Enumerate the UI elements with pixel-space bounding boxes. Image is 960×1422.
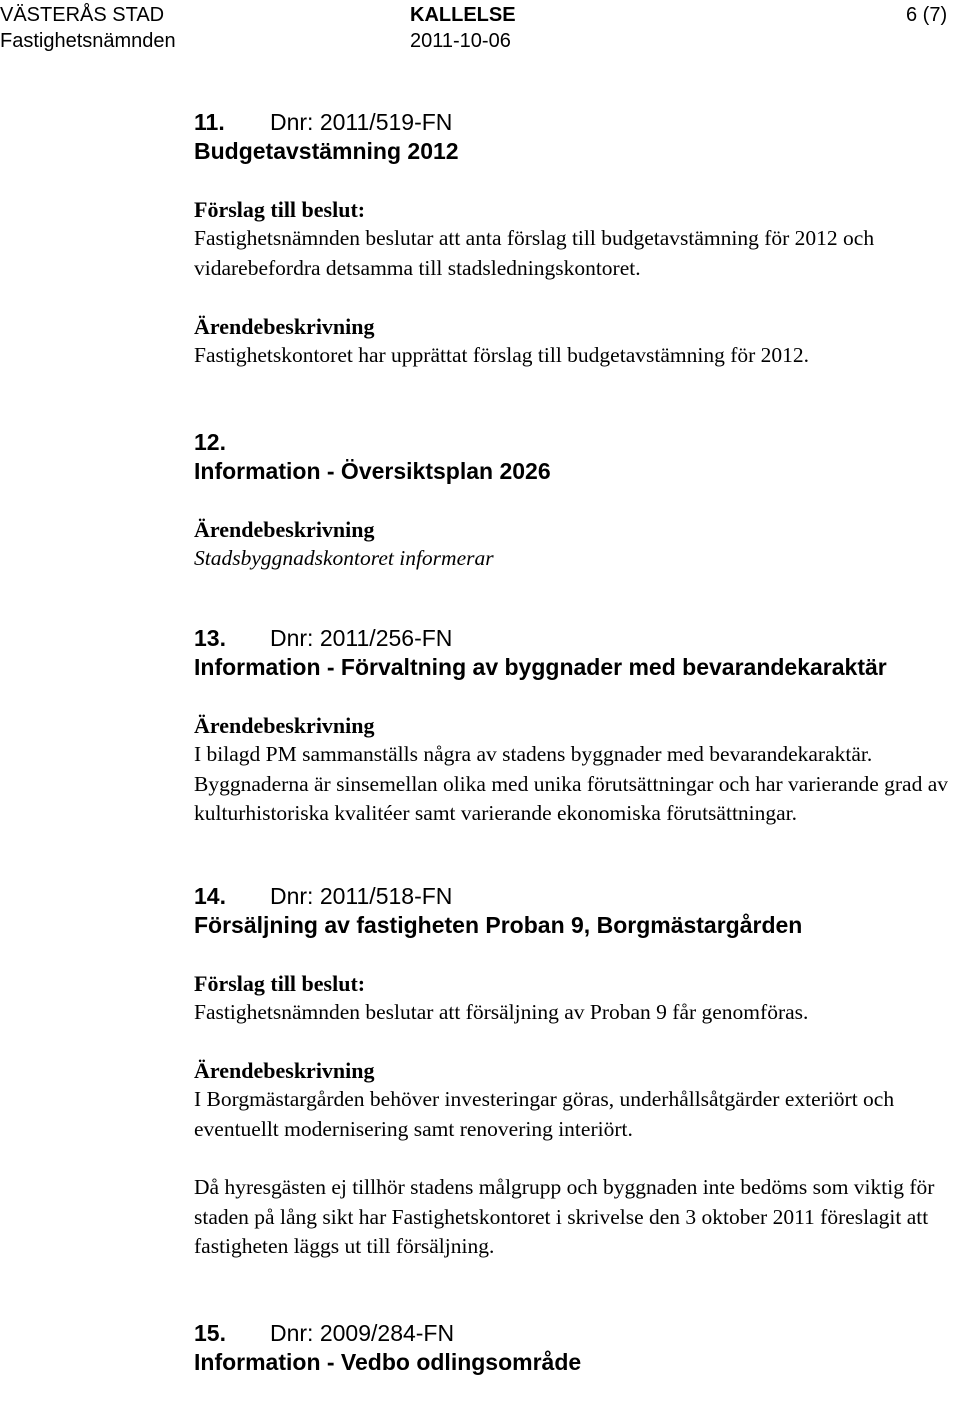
section-13	[194, 624, 960, 829]
proposal-text: Fastighetsnämnden beslutar att anta förslag till budgetavstämning för 2012 och vidarebefordra detsamma till stadsledningskontoret.	[194, 226, 875, 280]
description-label: Ärendebeskrivning	[194, 1058, 375, 1083]
section-title: Försäljning av fastigheten Proban 9, Borgmästargården	[194, 911, 803, 938]
section-12	[194, 428, 960, 574]
section-header	[194, 1319, 960, 1348]
proposal-label: Förslag till beslut:	[194, 970, 366, 996]
department-name: Fastighetsnämnden	[0, 30, 176, 52]
section-title: Information - Förvaltning av byggnader med bevarandekaraktär	[194, 654, 887, 680]
section-number: 15.	[194, 1319, 226, 1346]
description-text: I Borgmästargården behöver investeringar göras, underhållsåtgärder exteriört och eventuellt modernisering samt renovering interiört.	[194, 1087, 895, 1141]
description-label: Ärendebeskrivning	[194, 516, 375, 542]
section-11	[194, 108, 960, 371]
document-body	[194, 108, 960, 1377]
section-dnr: Dnr: 2009/284-FN	[270, 1319, 455, 1346]
description-text: I bilagd PM sammanställs några av stadens byggnader med bevarandekaraktär. Byggnaderna är sinsemellan olika med unika förutsättningar och har varierande grad av kulturhistoriska kvalitéer samt varierande ekonomiska förutsättningar.	[194, 742, 949, 825]
page-number: 6 (7)	[906, 4, 948, 26]
section-number: 12.	[194, 428, 226, 455]
document-date: 2011-10-06	[410, 30, 511, 52]
document-type: KALLELSE	[410, 4, 516, 26]
section-15	[194, 1319, 960, 1377]
section-dnr: Dnr: 2011/256-FN	[270, 625, 453, 651]
description-text: Stadsbyggnadskontoret informerar	[194, 545, 494, 570]
section-dnr: Dnr: 2011/518-FN	[270, 882, 453, 909]
section-header	[194, 882, 960, 911]
section-number: 11.	[194, 109, 225, 135]
description-label: Ärendebeskrivning	[194, 713, 375, 738]
proposal-label: Förslag till beslut:	[194, 197, 366, 222]
section-number: 13.	[194, 625, 226, 651]
section-header	[194, 108, 960, 137]
section-number: 14.	[194, 882, 226, 909]
section-14	[194, 882, 960, 1262]
description-text: Då hyresgästen ej tillhör stadens målgrupp och byggnaden inte bedöms som viktig för staden på lång sikt har Fastighetskontoret i skrivelse den 3 oktober 2011 föreslagit att fastigheten läggs ut till försäljning.	[194, 1175, 935, 1258]
description-label: Ärendebeskrivning	[194, 314, 375, 339]
section-header	[194, 428, 960, 457]
section-header	[194, 624, 960, 653]
section-title: Information - Översiktsplan 2026	[194, 457, 551, 484]
section-title: Information - Vedbo odlingsområde	[194, 1348, 582, 1375]
organization-name: VÄSTERÅS STAD	[0, 4, 165, 26]
section-title: Budgetavstämning 2012	[194, 138, 459, 164]
proposal-text: Fastighetsnämnden beslutar att försäljning av Proban 9 får genomföras.	[194, 999, 809, 1024]
section-dnr: Dnr: 2011/519-FN	[270, 109, 453, 135]
description-text: Fastighetskontoret har upprättat förslag till budgetavstämning för 2012.	[194, 343, 810, 367]
